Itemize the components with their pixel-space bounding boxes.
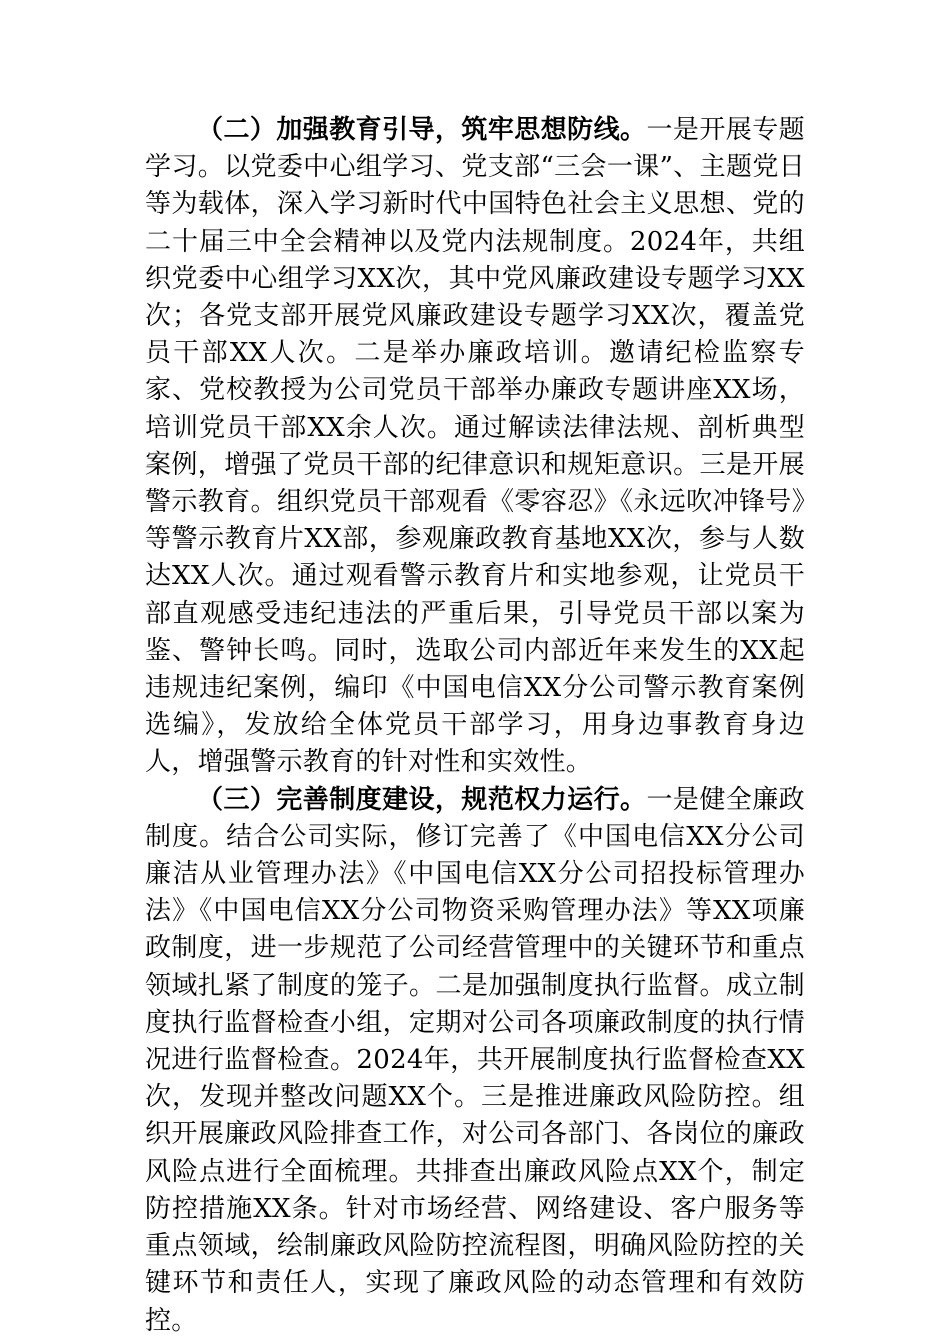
paragraph-education [145, 112, 805, 782]
paragraph-heading: （三）完善制度建设，规范权力运行。 [197, 784, 647, 815]
paragraph-body: 一是开展专题学习。以党委中心组学习、党支部“三会一课”、主题党日等为载体，深入学习新时代中国特色社会主义思想、党的二十届三中全会精神以及党内法规制度。2024年，共组织党委中心组学习XX次，其中党风廉政建设专题学习XX次；各党支部开展党风廉政建设专题学习XX次，覆盖党员干部XX人次。二是举办廉政培训。邀请纪检监察专家、党校教授为公司党员干部举办廉政专题讲座XX场，培训党员干部XX余人次。通过解读法律法规、剖析典型案例，增强了党员干部的纪律意识和规矩意识。三是开展警示教育。组织党员干部观看《零容忍》《永远吹冲锋号》等警示教育片XX部，参观廉政教育基地XX次，参与人数达XX人次。通过观看警示教育片和实地参观，让党员干部直观感受违纪违法的严重后果，引导党员干部以案为鉴、警钟长鸣。同时，选取公司内部近年来发生的XX起违规违纪案例，编印《中国电信XX分公司警示教育案例选编》，发放给全体党员干部学习，用身边事教育身边人，增强警示教育的针对性和实效性。 [145, 115, 805, 778]
document-page [145, 112, 805, 1340]
paragraph-system [145, 782, 805, 1340]
paragraph-heading: （二）加强教育引导，筑牢思想防线。 [197, 115, 647, 145]
paragraph-body: 一是健全廉政制度。结合公司实际，修订完善了《中国电信XX分公司廉洁从业管理办法》《中国电信XX分公司招投标管理办法》《中国电信XX分公司物资采购管理办法》等XX项廉政制度，进一步规范了公司经营管理中的关键环节和重点领域扎紧了制度的笼子。二是加强制度执行监督。成立制度执行监督检查小组，定期对公司各项廉政制度的执行情况进行监督检查。2024年，共开展制度执行监督检查XX次，发现并整改问题XX个。三是推进廉政风险防控。组织开展廉政风险排查工作，对公司各部门、各岗位的廉政风险点进行全面梳理。共排查出廉政风险点XX个，制定防控措施XX条。针对市场经营、网络建设、客户服务等重点领域，绘制廉政风险防控流程图，明确风险防控的关键环节和责任人，实现了廉政风险的动态管理和有效防控。 [145, 784, 805, 1336]
